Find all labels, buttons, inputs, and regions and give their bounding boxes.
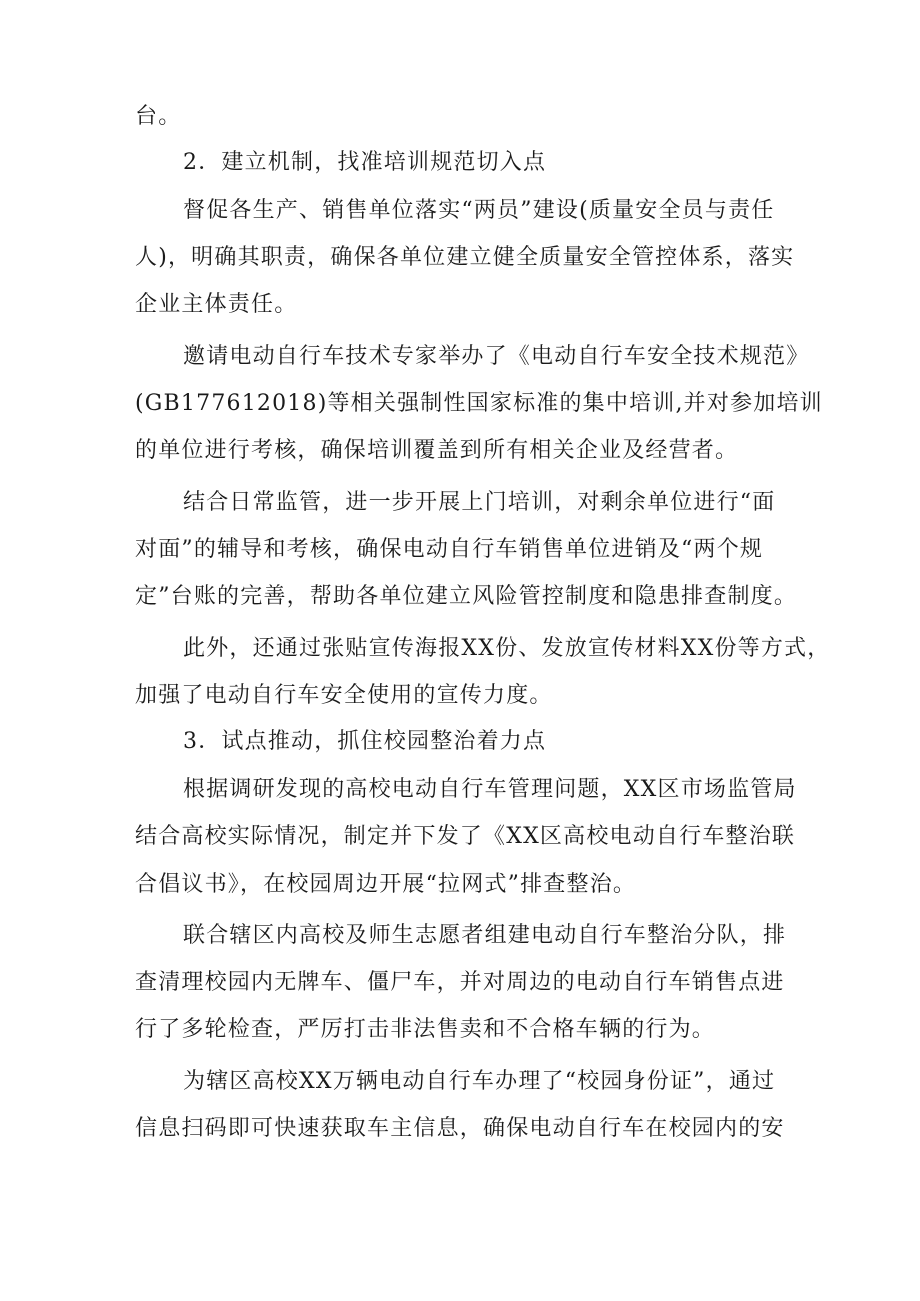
paragraph-line: 的单位进行考核，确保培训覆盖到所有相关企业及经营者。 xyxy=(135,438,739,463)
paragraph-line: 合倡议书》，在校园周边开展“拉网式”排查整治。 xyxy=(135,872,637,897)
paragraph-line: 企业主体责任。 xyxy=(135,292,298,317)
section-heading-3: 3．试点推动，抓住校园整治着力点 xyxy=(183,729,547,754)
paragraph-line: 加强了电动自行车安全使用的宣传力度。 xyxy=(135,683,553,708)
section-heading-2: 2．建立机制，找准培训规范切入点 xyxy=(183,150,547,175)
paragraph-line: 人)，明确其职责，确保各单位建立健全质量安全管控体系，落实 xyxy=(135,245,795,270)
paragraph-line: 结合高校实际情况，制定并下发了《XX区高校电动自行车整治联 xyxy=(135,824,796,849)
paragraph-line: 邀请电动自行车技术专家举办了《电动自行车安全技术规范》 xyxy=(183,344,810,369)
paragraph-line: 结合日常监管，进一步开展上门培训，对剩余单位进行“面 xyxy=(183,490,776,515)
paragraph-line: 根据调研发现的高校电动自行车管理问题，XX区市场监管局 xyxy=(183,777,797,802)
paragraph-line: 联合辖区内高校及师生志愿者组建电动自行车整治分队，排 xyxy=(183,923,787,948)
paragraph-line: 督促各生产、销售单位落实“两员”建设(质量安全员与责任 xyxy=(183,198,775,223)
paragraph-line: (GB177612018)等相关强制性国家标准的集中培训,并对参加培训 xyxy=(135,391,823,416)
paragraph-line: 对面”的辅导和考核，确保电动自行车销售单位进销及“两个规 xyxy=(135,537,764,562)
paragraph-line: 行了多轮检查，严厉打击非法售卖和不合格车辆的行为。 xyxy=(135,1017,716,1042)
paragraph-line: 台。 xyxy=(135,104,182,129)
paragraph-line: 此外，还通过张贴宣传海报XX份、发放宣传材料XX份等方式， xyxy=(183,636,831,661)
paragraph-line: 信息扫码即可快速获取车主信息，确保电动自行车在校园内的安 xyxy=(135,1116,785,1141)
paragraph-line: 查清理校园内无牌车、僵尸车，并对周边的电动自行车销售点进 xyxy=(135,970,785,995)
paragraph-line: 定”台账的完善，帮助各单位建立风险管控制度和隐患排查制度。 xyxy=(135,584,798,609)
paragraph-line: 为辖区高校XX万辆电动自行车办理了“校园身份证”，通过 xyxy=(183,1069,776,1094)
